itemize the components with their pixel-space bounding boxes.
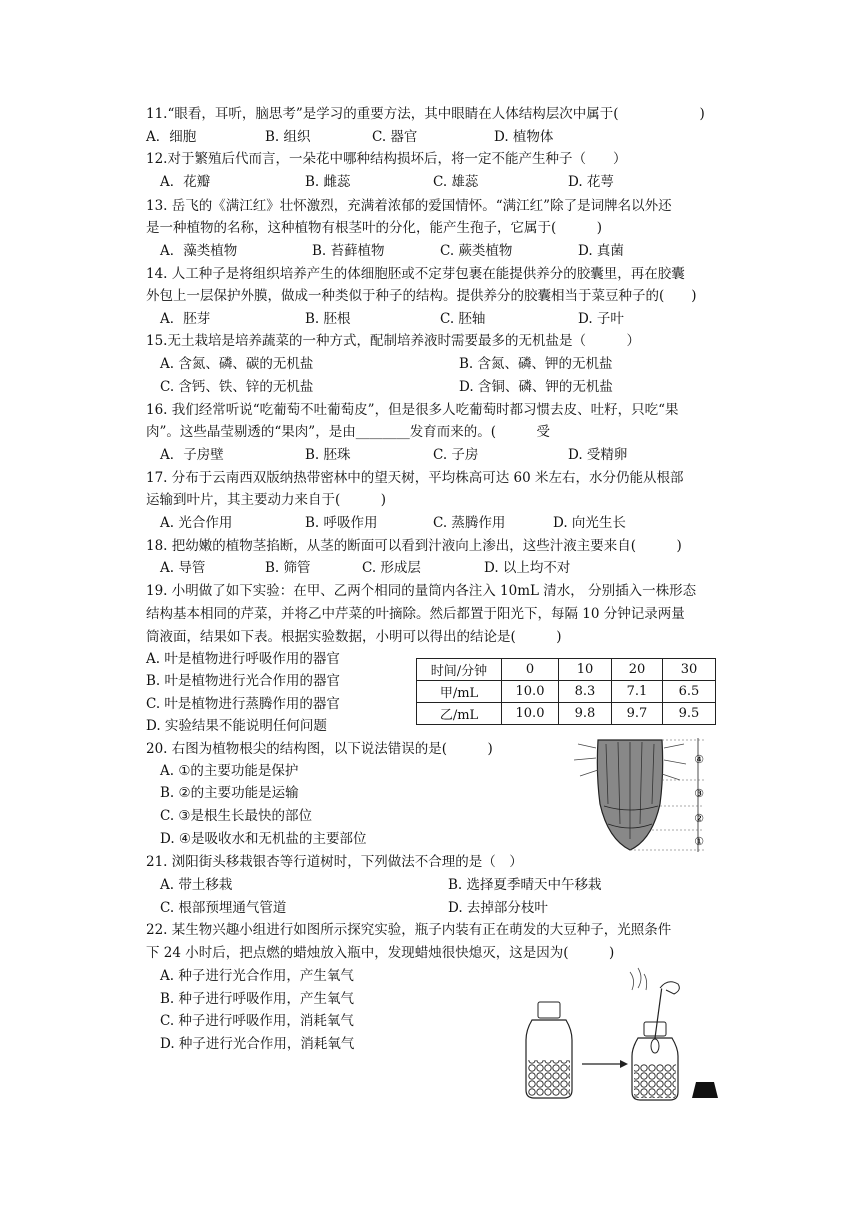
table-cell: 6.5 (663, 681, 716, 703)
q20-option-b: B. ②的主要功能是运输 (160, 785, 299, 801)
q17-stem-line1: 17. 分布于云南西双版纳热带密林中的望天树，平均株高可达 60 米左右，水分仍能从根部 (146, 470, 684, 486)
q21-option-a: A. 带土移栽 (160, 877, 233, 893)
q11-stem: 11.“眼看，耳听，脑思考”是学习的重要方法，其中眼睛在人体结构层次中属于( ) (146, 106, 705, 122)
q22-stem-line2: 下 24 小时后，把点燃的蜡烛放入瓶中，发现蜡烛很快熄灭，这是因为( ) (146, 945, 615, 961)
q17-option-a: A. 光合作用 (160, 515, 233, 531)
q13-option-a: A．藻类植物 (160, 243, 238, 259)
table-cell: 9.8 (559, 703, 612, 725)
q22-option-d: D. 种子进行光合作用，消耗氧气 (160, 1036, 355, 1052)
q20-option-d: D. ④是吸收水和无机盐的主要部位 (160, 831, 367, 847)
q22-option-a: A. 种子进行光合作用，产生氧气 (160, 968, 354, 984)
table-cell: 9.5 (663, 703, 716, 725)
q12-option-b: B. 雌蕊 (305, 174, 351, 190)
q21-option-c: C. 根部预埋通气管道 (160, 900, 287, 916)
q13-stem-line1: 13. 岳飞的《满江红》壮怀激烈，充满着浓郁的爱国情怀。“满江红”除了是词牌名以外还 (146, 198, 672, 214)
q17-option-d: D. 向光生长 (553, 515, 626, 531)
q19-stem-line1: 19. 小明做了如下实验：在甲、乙两个相同的量筒内各注入 10mL 清水， 分别插入一株形态 (146, 583, 697, 599)
q22-option-b: B. 种子进行呼吸作用，产生氧气 (160, 991, 355, 1007)
q14-option-d: D. 子叶 (578, 311, 624, 327)
q15-stem: 15.无土栽培是培养蔬菜的一种方式，配制培养液时需要最多的无机盐是（ ） (146, 333, 640, 349)
q11-option-b: B. 组织 (265, 129, 311, 145)
q19-stem-line2: 结构基本相同的芹菜，并将乙中芹菜的叶摘除。然后都置于阳光下，每隔 10 分钟记录两量 (146, 606, 685, 622)
candle-holder (692, 1082, 718, 1098)
q14-stem-line2: 外包上一层保护外膜，做成一种类似于种子的结构。提供养分的胶囊相当于菜豆种子的( ) (146, 288, 697, 304)
table-cell: 8.3 (559, 681, 612, 703)
q17-option-c: C. 蒸腾作用 (433, 515, 506, 531)
q21-option-b: B. 选择夏季晴天中午移栽 (448, 877, 602, 893)
q15-option-a: A. 含氮、磷、碳的无机盐 (160, 356, 314, 372)
q15-option-b: B. 含氮、磷、钾的无机盐 (459, 356, 613, 372)
q16-option-a: A．子房壁 (160, 447, 224, 463)
q11-option-d: D. 植物体 (494, 129, 554, 145)
q22-stem-line1: 22. 某生物兴趣小组进行如图所示探究实验，瓶子内装有正在萌发的大豆种子，光照条件 (146, 922, 672, 938)
table-cell: 10.0 (502, 681, 559, 703)
jar-after (630, 968, 679, 1100)
table-cell: 10.0 (502, 703, 559, 725)
q16-stem-line2: 肉”。这些晶莹剔透的“果肉”，是由________发育而来的。( 受 (146, 424, 550, 440)
q18-option-d: D. 以上均不对 (484, 560, 571, 576)
q17-option-b: B. 呼吸作用 (305, 515, 378, 531)
q22-option-c: C. 种子进行呼吸作用，消耗氧气 (160, 1013, 354, 1029)
q14-option-b: B. 胚根 (305, 311, 351, 327)
q19-option-b: B. 叶是植物进行光合作用的器官 (146, 673, 341, 689)
q13-option-b: B. 苔藓植物 (312, 243, 385, 259)
jar-before (526, 1002, 572, 1098)
q14-stem-line1: 14. 人工种子是将组织培养产生的体细胞胚或不定芽包裹在能提供养分的胶囊里，再在胶囊 (146, 266, 685, 282)
q12-option-a: A．花瓣 (160, 174, 211, 190)
root-tip-figure (568, 734, 718, 856)
q19-data-table (416, 658, 716, 725)
root-label-1: ① (694, 835, 704, 848)
q12-stem: 12.对于繁殖后代而言，一朵花中哪种结构损坏后，将一定不能产生种子（ ） (146, 151, 627, 167)
table-row (417, 659, 716, 681)
q18-option-c: C. 形成层 (362, 560, 421, 576)
q14-option-c: C. 胚轴 (440, 311, 486, 327)
q12-option-d: D. 花萼 (568, 174, 614, 190)
q11-option-c: C. 器官 (372, 129, 418, 145)
q19-option-c: C. 叶是植物进行蒸腾作用的器官 (146, 696, 340, 712)
table-cell: 乙/mL (417, 703, 502, 725)
q19-option-d: D. 实验结果不能说明任何问题 (146, 718, 327, 734)
root-label-2: ② (694, 812, 704, 825)
q18-option-b: B. 筛管 (265, 560, 311, 576)
table-header-cell: 20 (612, 659, 663, 681)
q17-stem-line2: 运输到叶片，其主要动力来自于( ) (146, 492, 387, 508)
q20-option-a: A. ①的主要功能是保护 (160, 763, 299, 779)
q19-option-a: A. 叶是植物进行呼吸作用的器官 (146, 651, 340, 667)
table-row (417, 703, 716, 725)
table-header-cell: 30 (663, 659, 716, 681)
table-cell: 9.7 (612, 703, 663, 725)
table-cell: 甲/mL (417, 681, 502, 703)
q16-option-b: B. 胚珠 (305, 447, 351, 463)
q21-option-d: D. 去掉部分枝叶 (448, 900, 548, 916)
table-row (417, 681, 716, 703)
q16-option-c: C. 子房 (433, 447, 479, 463)
root-label-4: ④ (694, 753, 704, 766)
seed-jar-figure (520, 960, 720, 1106)
q19-stem-line3: 筒液面，结果如下表。根据实验数据，小明可以得出的结论是( ) (146, 629, 562, 645)
q12-option-c: C. 雄蕊 (433, 174, 479, 190)
q13-option-d: D. 真菌 (578, 243, 624, 259)
q14-option-a: A．胚芽 (160, 311, 211, 327)
q20-option-c: C. ③是根生长最快的部位 (160, 808, 313, 824)
q20-stem: 20. 右图为植物根尖的结构图，以下说法错误的是( ) (146, 741, 493, 757)
table-header-cell: 时间/分钟 (417, 659, 502, 681)
q18-option-a: A. 导管 (160, 560, 206, 576)
q16-option-d: D. 受精卵 (568, 447, 628, 463)
q13-stem-line2: 是一种植物的名称，这种植物有根茎叶的分化，能产生孢子，它属于( ) (146, 220, 603, 236)
q15-option-c: C. 含钙、铁、锌的无机盐 (160, 379, 314, 395)
q21-stem: 21. 浏阳街头移栽银杏等行道树时，下列做法不合理的是（ ） (146, 854, 523, 870)
q11-option-a: A．细胞 (146, 129, 197, 145)
q18-stem: 18. 把幼嫩的植物茎掐断，从茎的断面可以看到汁液向上渗出，这些汁液主要来自( ) (146, 538, 682, 554)
root-label-3: ③ (694, 787, 704, 800)
q16-stem-line1: 16. 我们经常听说“吃葡萄不吐葡萄皮”，但是很多人吃葡萄时都习惯去皮、吐籽，只吃“果 (146, 402, 679, 418)
q13-option-c: C. 蕨类植物 (440, 243, 513, 259)
q15-option-d: D. 含铜、磷、钾的无机盐 (459, 379, 613, 395)
table-header-cell: 0 (502, 659, 559, 681)
table-header-cell: 10 (559, 659, 612, 681)
table-cell: 7.1 (612, 681, 663, 703)
